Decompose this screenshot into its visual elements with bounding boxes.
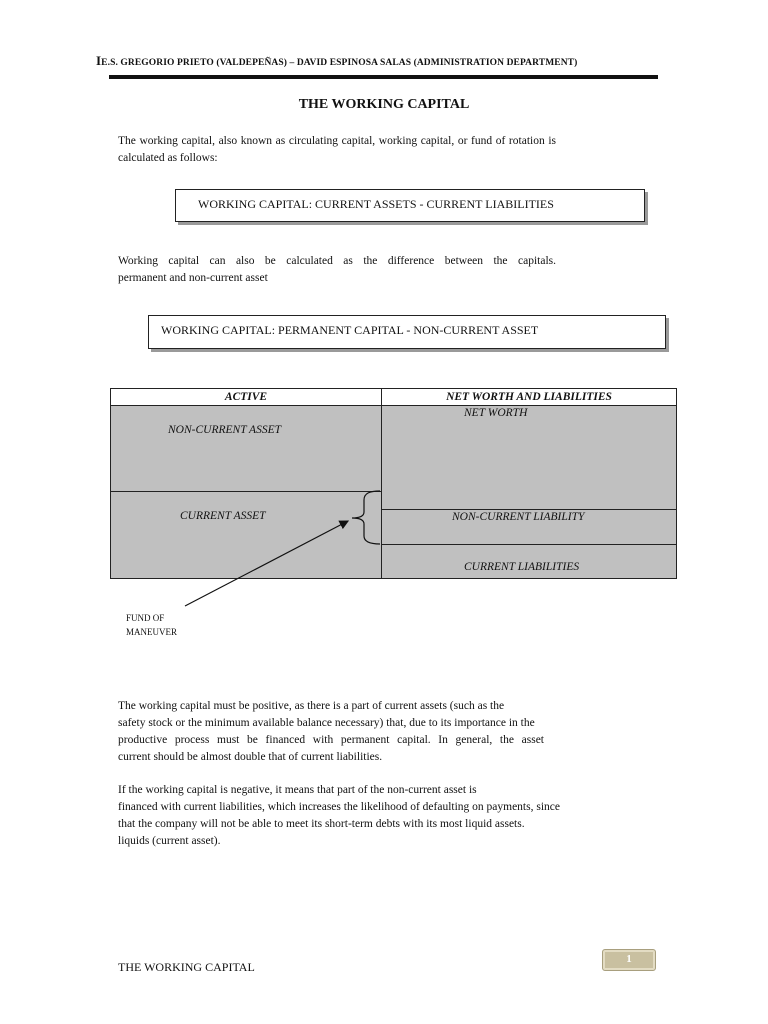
formula-permanent-text: WORKING CAPITAL: PERMANENT CAPITAL - NON-CURRENT ASSET bbox=[161, 323, 539, 337]
header-text: E.S. GREGORIO PRIETO (VALDEPEÑAS) – DAVID ESPINOSA SALAS (ADMINISTRATION DEPARTMENT) bbox=[101, 58, 578, 68]
fund-label-line1: FUND OF bbox=[126, 613, 165, 623]
fund-arrow-icon bbox=[185, 521, 348, 606]
footer-title: THE WORKING CAPITAL bbox=[118, 960, 255, 974]
positive-paragraph bbox=[118, 698, 588, 766]
alt-paragraph-line1: Working capital can also be calculated as the difference between the capitals. bbox=[118, 255, 556, 267]
page-title: THE WORKING CAPITAL bbox=[298, 97, 470, 112]
positive-line-2: safety stock or the minimum available balance necessary) that, due to its importance in the bbox=[118, 717, 535, 729]
positive-line-1: The working capital must be positive, as there is a part of current assets (such as the bbox=[118, 700, 505, 712]
current-liabilities-label: CURRENT LIABILITIES bbox=[464, 561, 580, 573]
non-current-liability-label: NON-CURRENT LIABILITY bbox=[452, 511, 585, 523]
negative-line-3: that the company will not be able to meet its short-term debts with its most liquid assets. bbox=[118, 818, 525, 830]
fund-label-line2: MANEUVER bbox=[126, 627, 177, 637]
net-worth-label: NET WORTH bbox=[464, 407, 528, 419]
header-initial: I bbox=[96, 53, 102, 68]
negative-line-2: financed with current liabilities, which increases the likelihood of defaulting on payments, since bbox=[118, 801, 560, 813]
positive-line-3: productive process must be financed with permanent capital. In general, the asset bbox=[118, 734, 544, 746]
negative-paragraph bbox=[118, 782, 588, 850]
positive-line-4: current should be almost double that of current liabilities. bbox=[118, 751, 383, 763]
fund-brace-icon bbox=[352, 491, 380, 544]
intro-paragraph: The working capital, also known as circulating capital, working capital, or fund of rotation is calculated as follows: bbox=[118, 135, 556, 164]
negative-line-1: If the working capital is negative, it means that part of the non-current asset is bbox=[118, 784, 477, 796]
table-header-liabilities: NET WORTH AND LIABILITIES bbox=[381, 388, 677, 406]
alt-paragraph-line2: permanent and non-current asset bbox=[118, 272, 268, 284]
table-header-active: ACTIVE bbox=[110, 388, 382, 406]
formula-current-text: WORKING CAPITAL: CURRENT ASSETS - CURRENT LIABILITIES bbox=[198, 197, 554, 211]
non-current-asset-label: NON-CURRENT ASSET bbox=[168, 424, 281, 436]
negative-line-4: liquids (current asset). bbox=[118, 835, 221, 847]
current-asset-label: CURRENT ASSET bbox=[180, 510, 266, 522]
page-number-badge: 1 bbox=[602, 949, 656, 971]
